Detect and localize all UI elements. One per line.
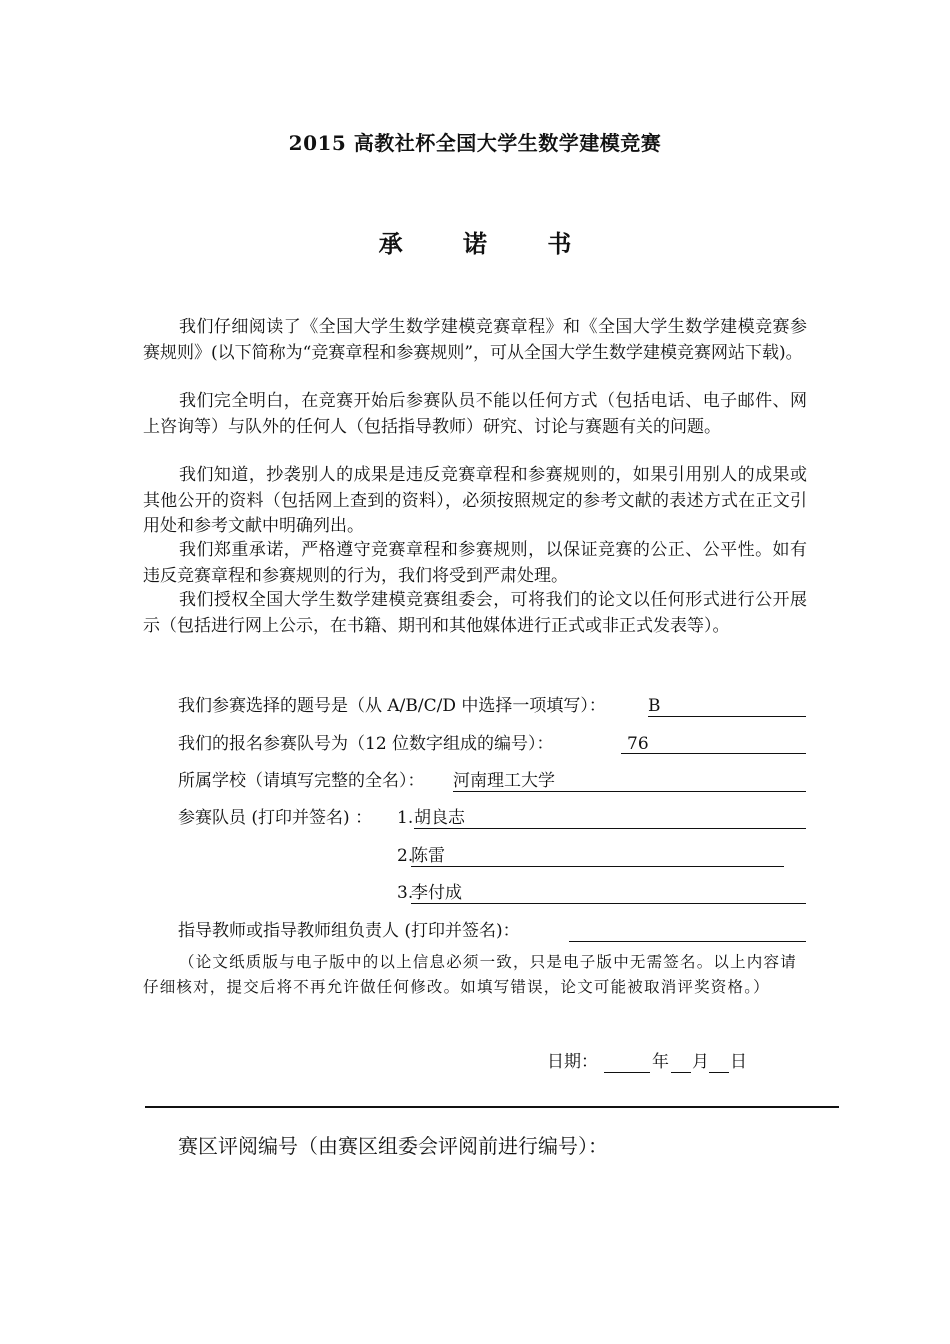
date-day-label: 日 [730,1052,747,1072]
date-year-label: 年 [652,1052,669,1072]
member3-number: 3. [397,883,414,903]
member3-row [0,881,950,905]
paragraph-no-contact: 我们完全明白，在竞赛开始后参赛队员不能以任何方式（包括电话、电子邮件、网上咨询等）与队外的任何人（包括指导教师）研究、讨论与赛题有关的问题。 [143,391,807,437]
school-row [0,769,950,793]
paragraph-rules: 我们仔细阅读了《全国大学生数学建模竞赛章程》和《全国大学生数学建模竞赛参赛规则》(以下简称为“竞赛章程和参赛规则”，可从全国大学生数学建模竞赛网站下载)。 [143,317,807,363]
member3-field[interactable]: 李付成 [411,881,806,904]
advisor-field[interactable] [569,919,806,942]
member1-row [0,806,950,830]
problem-label: 我们参赛选择的题号是（从 A/B/C/D 中选择一项填写）： [178,696,606,716]
date-row [0,1050,950,1074]
paragraph-pledge: 我们郑重承诺，严格遵守竞赛章程和参赛规则，以保证竞赛的公正、公平性。如有违反竞赛章程和参赛规则的行为，我们将受到严肃处理。 [143,540,807,586]
paragraph-plagiarism: 我们知道，抄袭别人的成果是违反竞赛章程和参赛规则的，如果引用别人的成果或其他公开的资料（包括网上查到的资料），必须按照规定的参考文献的表述方式在正文引用处和参考文献中明确列出。 [143,465,807,536]
section-divider [145,1106,839,1108]
team-number-field[interactable]: 76 [621,732,806,754]
problem-row [0,694,950,718]
date-year-field[interactable] [604,1050,650,1073]
problem-field[interactable]: B [648,694,806,717]
date-month-field[interactable] [671,1050,691,1073]
date-label: 日期： [547,1052,598,1072]
date-month-label: 月 [692,1052,709,1072]
school-label: 所属学校（请填写完整的全名）： [178,771,425,791]
team-row [0,732,950,756]
member1-field[interactable]: 胡良志 [414,806,806,829]
member2-row [0,844,950,868]
advisor-row [0,919,950,943]
member1-number: 1. [397,808,414,828]
member2-number: 2. [397,846,414,866]
consistency-note: （论文纸质版与电子版中的以上信息必须一致，只是电子版中无需签名。以上内容请仔细核对，提交后将不再允许做任何修改。如填写错误，论文可能被取消评奖资格。） [143,953,797,996]
paragraph-authorization: 我们授权全国大学生数学建模竞赛组委会，可将我们的论文以任何形式进行公开展示（包括进行网上公示，在书籍、期刊和其他媒体进行正式或非正式发表等）。 [143,590,807,636]
review-number-label: 赛区评阅编号（由赛区组委会评阅前进行编号）： [178,1134,608,1158]
document-heading: 承 诺 书 [378,229,598,258]
school-field[interactable]: 河南理工大学 [453,769,806,792]
members-label: 参赛队员 (打印并签名) ： [178,808,373,828]
date-day-field[interactable] [709,1050,729,1073]
advisor-label: 指导教师或指导教师组负责人 (打印并签名)： [178,921,520,941]
document-title: 2015 高教社杯全国大学生数学建模竞赛 [288,131,662,155]
member2-field[interactable]: 陈雷 [411,844,784,867]
team-label: 我们的报名参赛队号为（12 位数字组成的编号）： [178,734,554,754]
